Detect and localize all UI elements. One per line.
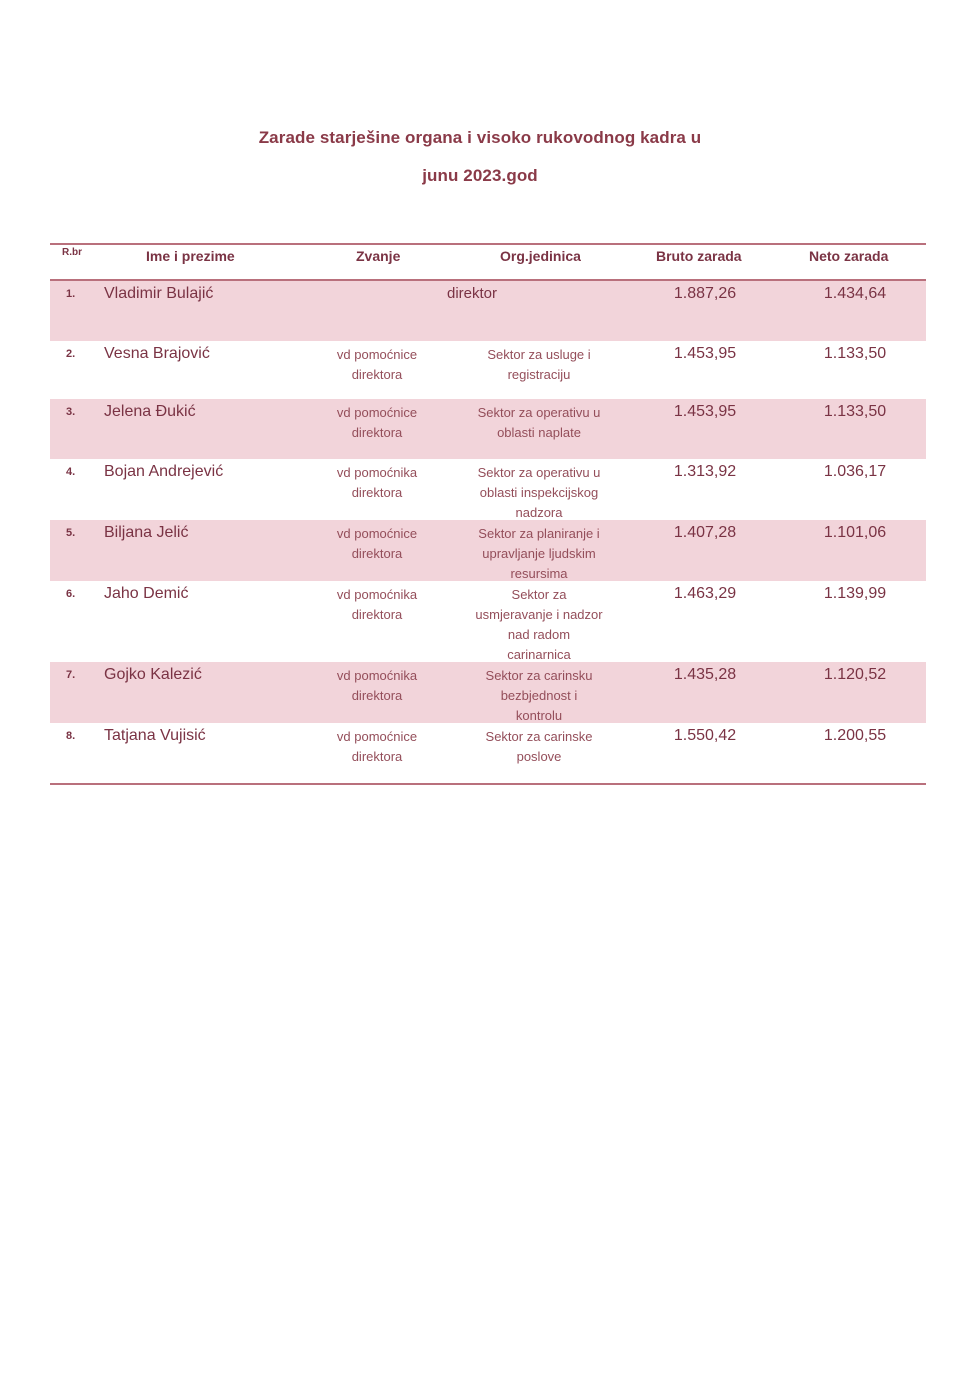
table-row xyxy=(50,281,926,341)
row-zvanje xyxy=(320,666,434,706)
header-org: Org.jedinica xyxy=(500,248,581,264)
row-name: Jelena Đukić xyxy=(104,403,196,420)
row-role: direktor xyxy=(446,285,498,302)
row-neto: 1.101,06 xyxy=(823,524,887,541)
row-number: 5. xyxy=(66,527,76,539)
table-row xyxy=(50,341,926,399)
zvanje-line: vd pomoćnice xyxy=(336,405,418,420)
row-org xyxy=(454,403,624,443)
header-bruto: Bruto zarada xyxy=(656,248,742,264)
row-name: Bojan Andrejević xyxy=(104,463,224,480)
org-line: Sektor za operativu u xyxy=(477,405,601,420)
org-line: bezbjednost i xyxy=(500,688,578,703)
table-row xyxy=(50,723,926,781)
zvanje-line: vd pomoćnice xyxy=(336,729,418,744)
row-bruto: 1.463,29 xyxy=(673,585,737,602)
document-title-line-1: Zarade starješine organa i visoko rukovodnog kadra u xyxy=(258,128,702,147)
row-zvanje xyxy=(320,403,434,443)
zvanje-line: vd pomoćnika xyxy=(336,668,418,683)
row-name: Jaho Demić xyxy=(104,585,189,602)
zvanje-line: direktora xyxy=(351,546,403,561)
row-number: 1. xyxy=(66,288,76,300)
header-neto: Neto zarada xyxy=(809,248,889,264)
row-number: 8. xyxy=(66,730,76,742)
row-bruto: 1.550,42 xyxy=(673,727,737,744)
row-org xyxy=(454,345,624,385)
org-line: kontrolu xyxy=(515,708,563,723)
zvanje-line: vd pomoćnika xyxy=(336,587,418,602)
org-line: Sektor za carinske xyxy=(485,729,593,744)
org-line: oblasti naplate xyxy=(497,425,581,440)
row-number: 6. xyxy=(66,588,76,600)
row-org xyxy=(454,666,624,726)
row-name: Vesna Brajović xyxy=(104,345,210,362)
row-bruto: 1.887,26 xyxy=(673,285,737,302)
org-line: Sektor za planiranje i xyxy=(478,526,600,541)
row-zvanje xyxy=(320,727,434,767)
row-zvanje xyxy=(320,585,434,625)
org-line: upravljanje ljudskim xyxy=(482,546,596,561)
org-line: resursima xyxy=(510,566,568,581)
row-org xyxy=(454,727,624,767)
org-line: nadzora xyxy=(515,505,563,520)
row-name: Biljana Jelić xyxy=(104,524,189,541)
row-org xyxy=(454,585,624,665)
zvanje-line: direktora xyxy=(351,425,403,440)
zvanje-line: vd pomoćnice xyxy=(336,347,418,362)
row-neto: 1.200,55 xyxy=(823,727,887,744)
row-bruto: 1.453,95 xyxy=(673,345,737,362)
row-zvanje xyxy=(320,345,434,385)
org-line: Sektor za operativu u xyxy=(477,465,601,480)
row-bruto: 1.453,95 xyxy=(673,403,737,420)
org-line: usmjeravanje i nadzor xyxy=(475,607,603,622)
row-neto: 1.434,64 xyxy=(823,285,887,302)
org-line: Sektor za carinsku xyxy=(485,668,593,683)
org-line: Sektor za xyxy=(511,587,567,602)
table-row xyxy=(50,459,926,520)
zvanje-line: direktora xyxy=(351,607,403,622)
row-neto: 1.133,50 xyxy=(823,345,887,362)
row-bruto: 1.435,28 xyxy=(673,666,737,683)
zvanje-line: direktora xyxy=(351,688,403,703)
org-line: carinarnica xyxy=(507,647,571,662)
zvanje-line: direktora xyxy=(351,485,403,500)
row-name: Tatjana Vujisić xyxy=(104,727,206,744)
row-number: 4. xyxy=(66,466,76,478)
header-rbr: R.br xyxy=(62,247,82,258)
row-neto: 1.120,52 xyxy=(823,666,887,683)
document-title-line-2: junu 2023.god xyxy=(422,166,538,185)
table-bottom-rule xyxy=(50,783,926,785)
row-number: 7. xyxy=(66,669,76,681)
table-row xyxy=(50,662,926,723)
row-org xyxy=(454,524,624,584)
row-zvanje xyxy=(320,524,434,564)
zvanje-line: direktora xyxy=(351,367,403,382)
row-neto: 1.133,50 xyxy=(823,403,887,420)
header-zvanje: Zvanje xyxy=(356,248,401,264)
table-row xyxy=(50,581,926,662)
row-org xyxy=(454,463,624,523)
zvanje-line: vd pomoćnika xyxy=(336,465,418,480)
table-top-rule xyxy=(50,243,926,245)
header-ime: Ime i prezime xyxy=(146,248,235,264)
table-row xyxy=(50,520,926,581)
row-name: Vladimir Bulajić xyxy=(104,285,214,302)
zvanje-line: direktora xyxy=(351,749,403,764)
row-neto: 1.036,17 xyxy=(823,463,887,480)
org-line: poslove xyxy=(516,749,562,764)
row-name: Gojko Kalezić xyxy=(104,666,202,683)
row-zvanje xyxy=(320,463,434,503)
zvanje-line: vd pomoćnice xyxy=(336,526,418,541)
row-bruto: 1.407,28 xyxy=(673,524,737,541)
row-neto: 1.139,99 xyxy=(823,585,887,602)
row-number: 3. xyxy=(66,406,76,418)
org-line: Sektor za usluge i xyxy=(487,347,591,362)
org-line: oblasti inspekcijskog xyxy=(479,485,599,500)
row-number: 2. xyxy=(66,348,76,360)
org-line: nad radom xyxy=(507,627,571,642)
row-bruto: 1.313,92 xyxy=(673,463,737,480)
table-row xyxy=(50,399,926,459)
org-line: registraciju xyxy=(507,367,571,382)
